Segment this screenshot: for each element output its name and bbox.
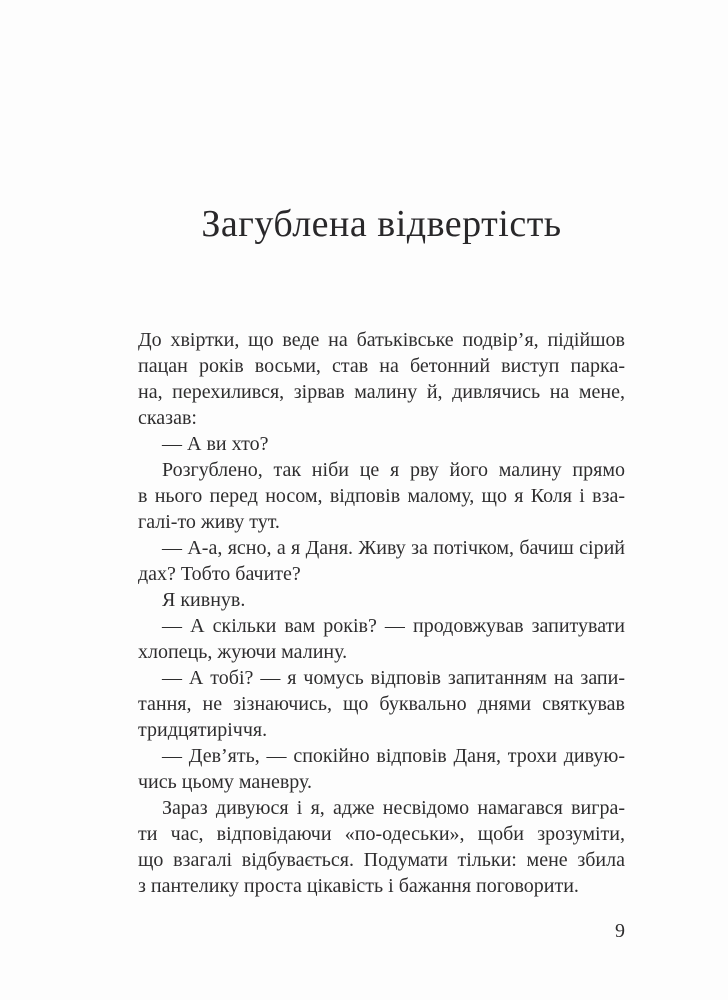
- paragraph: [138, 587, 625, 613]
- text-line: на, перехилився, зірвав малину й, дивлячись на мене,: [138, 381, 625, 403]
- paragraph: [138, 795, 625, 899]
- text-line: Розгублено, так ніби це я рву його малину прямо: [162, 459, 625, 481]
- paragraph: [138, 431, 625, 457]
- text-line: галі-то живу тут.: [138, 511, 280, 533]
- text-line: пацан років восьми, став на бетонний виступ парка-: [138, 355, 625, 377]
- text-line: Я кивнув.: [162, 589, 246, 611]
- text-line: — А тобі? — я чомусь відповів запитанням на запи-: [162, 667, 625, 689]
- text-line: сказав:: [138, 407, 197, 429]
- text-line: — А ви хто?: [162, 433, 269, 455]
- text-line: — А-а, ясно, а я Даня. Живу за потічком, бачиш сірий: [162, 537, 625, 559]
- text-line: що взагалі відбувається. Подумати тільки: мене збила: [138, 849, 625, 871]
- paragraph: [138, 613, 625, 665]
- text-line: Зараз дивуюся і я, адже несвідомо намагався вигра-: [162, 797, 625, 819]
- paragraph: [138, 665, 625, 743]
- chapter-title: Загублена відвертість: [201, 203, 562, 245]
- text-line: — А скільки вам років? — продовжував запитувати: [162, 615, 625, 637]
- text-line: з пантелику проста цікавість і бажання поговорити.: [138, 875, 579, 897]
- text-line: в нього перед носом, відповів малому, що я Коля і вза-: [138, 485, 625, 507]
- text-line: — Дев’ять, — спокійно відповів Даня, трохи дивую-: [162, 745, 625, 767]
- text-line: тридцятиріччя.: [138, 719, 268, 741]
- text-line: До хвіртки, що веде на батьківське подвір’я, підійшов: [138, 329, 625, 351]
- paragraph: [138, 457, 625, 535]
- text-line: чись цьому маневру.: [138, 771, 313, 793]
- text-line: хлопець, жуючи малину.: [138, 641, 348, 663]
- paragraph: [138, 743, 625, 795]
- text-line: дах? Тобто бачите?: [138, 563, 301, 585]
- page-body: [138, 327, 625, 899]
- paragraph: [138, 535, 625, 587]
- text-line: тання, не зізнаючись, що буквально днями святкував: [138, 693, 625, 715]
- text-line: ти час, відповідаючи «по-одеськи», щоби зрозуміти,: [138, 823, 625, 845]
- paragraph: [138, 327, 625, 431]
- page-number: 9: [615, 920, 625, 942]
